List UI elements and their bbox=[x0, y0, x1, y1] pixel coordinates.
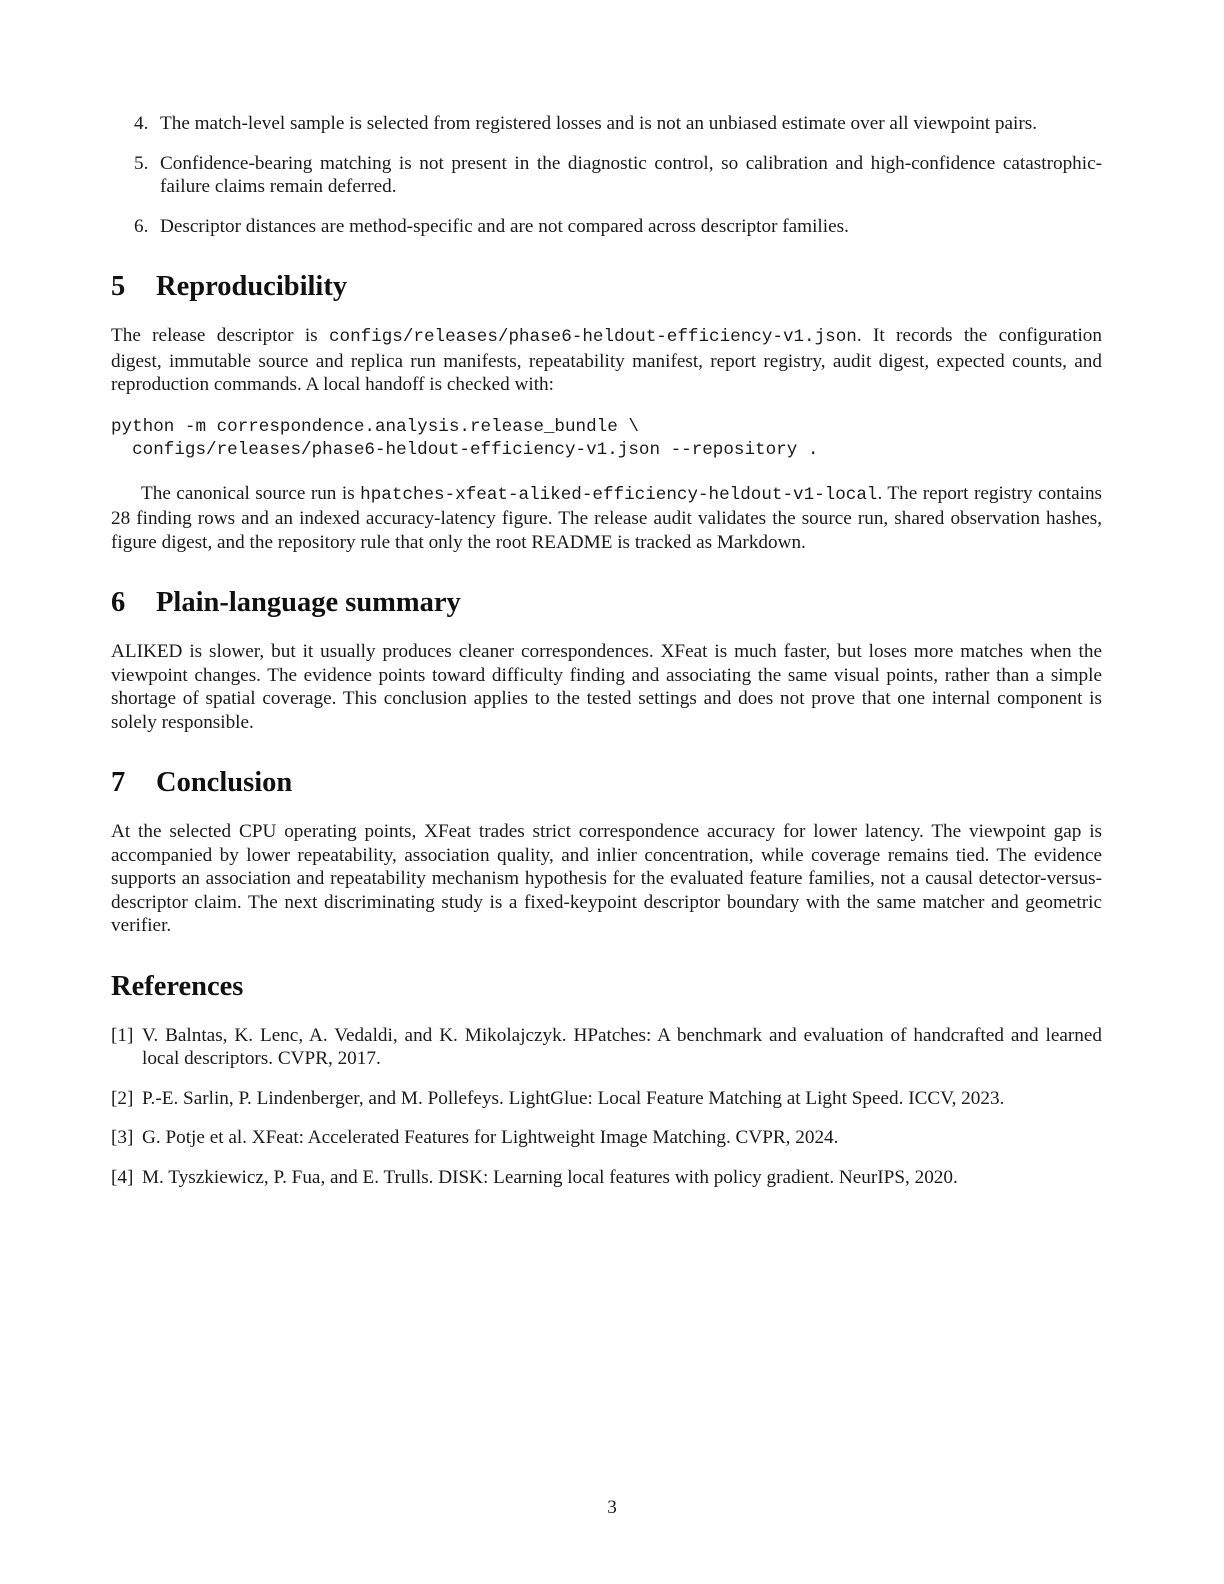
section-heading-references bbox=[111, 970, 1102, 1004]
code-line: python -m correspondence.analysis.release_bundle \ bbox=[111, 416, 639, 437]
reference-number: [1] bbox=[111, 1024, 134, 1046]
text-span: The release descriptor is bbox=[111, 325, 329, 346]
list-item bbox=[111, 112, 1102, 136]
list-item-number: 5. bbox=[134, 152, 149, 174]
text-span: . It records the configuration digest, immutable source and replica run manifests, repeatability manifest, report registry, audit digest, expected counts, and reproduction commands. A local handoff is checked with: bbox=[111, 325, 1102, 395]
section-title: Plain-language summary bbox=[156, 587, 461, 618]
section-number: 5 bbox=[111, 271, 126, 302]
reference-text: V. Balntas, K. Lenc, A. Vedaldi, and K. Mikolajczyk. HPatches: A benchmark and evaluation of handcrafted and learned local descriptors. CVPR, 2017. bbox=[142, 1024, 1102, 1069]
paragraph bbox=[111, 324, 1102, 397]
paper-page bbox=[111, 112, 1102, 1205]
list-item-text: Descriptor distances are method-specific and are not compared across descriptor families. bbox=[160, 215, 849, 237]
section-heading-reproducibility bbox=[111, 270, 1102, 304]
list-item-text: The match-level sample is selected from registered losses and is not an unbiased estimate over all viewpoint pairs. bbox=[160, 113, 1038, 134]
text-span: . The report registry contains 28 finding rows and an indexed accuracy-latency figure. The release audit validates the source run, shared observation hashes, figure digest, and the repository rule that only the root README is tracked as Markdown. bbox=[111, 482, 1103, 553]
section-heading-summary bbox=[111, 586, 1102, 620]
code-line: configs/releases/phase6-heldout-efficiency-v1.json --repository . bbox=[111, 440, 819, 460]
code-block bbox=[111, 416, 1102, 463]
reference-text: M. Tyszkiewicz, P. Fua, and E. Trulls. DISK: Learning local features with policy gradient. NeurIPS, 2020. bbox=[142, 1166, 958, 1188]
paragraph: ALIKED is slower, but it usually produces cleaner correspondences. XFeat is much faster, but loses more matches when the viewpoint changes. The evidence points toward difficulty finding and associating the same visual points, rather than a simple shortage of spatial coverage. This conclusion applies to the tested settings and does not prove that one internal component is solely responsible. bbox=[111, 641, 1102, 733]
section-number: 6 bbox=[111, 587, 126, 618]
paragraph: At the selected CPU operating points, XFeat trades strict correspondence accuracy for lower latency. The viewpoint gap is accompanied by lower repeatability, association quality, and inlier concentration, while coverage remains tied. The evidence supports an association and repeatability mechanism hypothesis for the evaluated feature families, not a causal detector-versus-descriptor claim. The next discriminating study is a fixed-keypoint descriptor boundary with the same matcher and geometric verifier. bbox=[111, 821, 1102, 936]
reference-number: [4] bbox=[111, 1166, 134, 1188]
page-number: 3 bbox=[607, 1497, 617, 1518]
list-item-text: Confidence-bearing matching is not present in the diagnostic control, so calibration and high-confidence catastrophic-failure claims remain deferred. bbox=[160, 152, 1102, 197]
list-item bbox=[111, 215, 1102, 239]
reference-number: [2] bbox=[111, 1087, 134, 1109]
text-span: The canonical source run is bbox=[141, 482, 361, 504]
section-title: References bbox=[111, 970, 244, 1002]
section-heading-conclusion bbox=[111, 766, 1102, 800]
reference-item bbox=[111, 1087, 1102, 1111]
references-list bbox=[111, 1024, 1102, 1190]
reference-number: [3] bbox=[111, 1127, 134, 1148]
inline-code: hpatches-xfeat-aliked-efficiency-heldout-v1-local bbox=[360, 484, 878, 505]
reference-item bbox=[111, 1126, 1102, 1150]
paragraph bbox=[111, 482, 1102, 555]
list-item bbox=[111, 152, 1102, 199]
list-item-number: 4. bbox=[134, 113, 149, 134]
reference-item bbox=[111, 1166, 1102, 1190]
reference-text: G. Potje et al. XFeat: Accelerated Features for Lightweight Image Matching. CVPR, 2024. bbox=[142, 1127, 839, 1148]
list-item-number: 6. bbox=[134, 215, 149, 237]
limitations-list bbox=[111, 112, 1102, 238]
reference-item bbox=[111, 1024, 1102, 1071]
section-title: Conclusion bbox=[156, 767, 293, 798]
section-number: 7 bbox=[111, 767, 126, 798]
section-title: Reproducibility bbox=[156, 271, 348, 302]
inline-code: configs/releases/phase6-heldout-efficiency-v1.json bbox=[328, 327, 857, 347]
reference-text: P.-E. Sarlin, P. Lindenberger, and M. Pollefeys. LightGlue: Local Feature Matching at Light Speed. ICCV, 2023. bbox=[142, 1087, 1005, 1109]
